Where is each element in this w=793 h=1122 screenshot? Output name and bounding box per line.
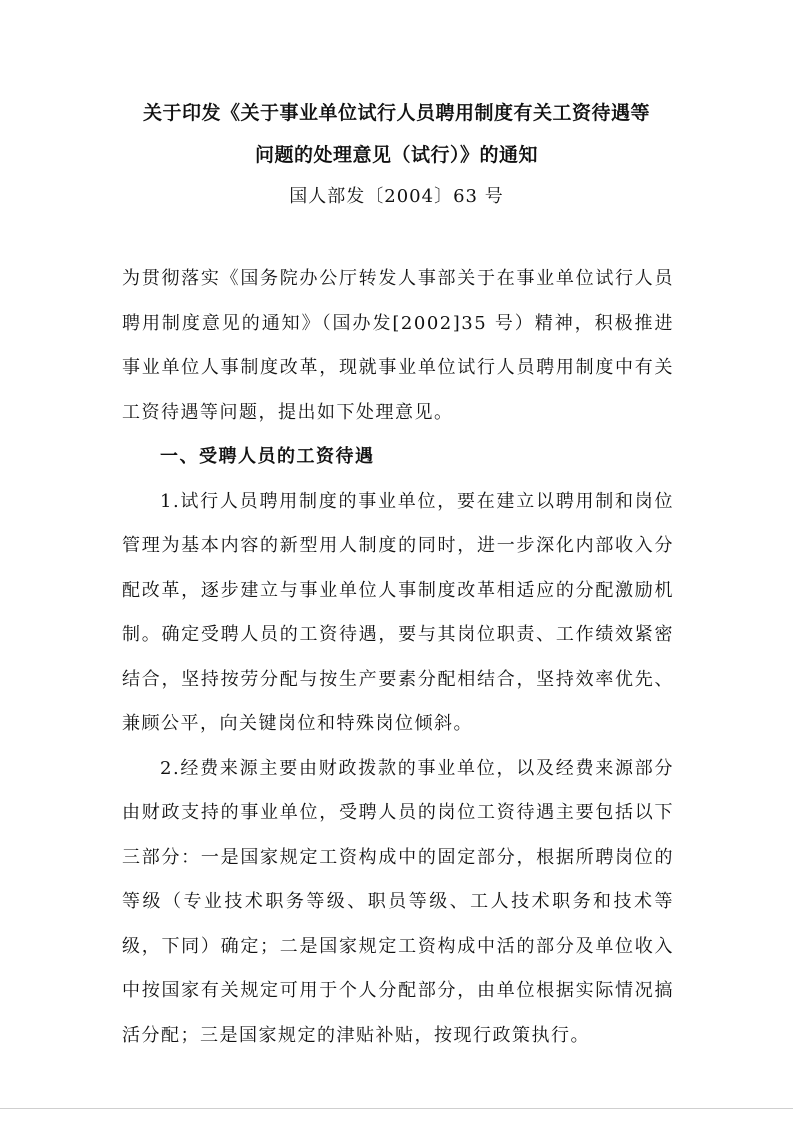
paragraph-2: 2.经费来源主要由财政拨款的事业单位，以及经费来源部分由财政支持的事业单位，受聘人员的岗位工资待遇主要包括以下三部分：一是国家规定工资构成中的固定部分，根据所聘岗位的等级（专业技术职务等级、职员等级、工人技术职务和技术等级，下同）确定；二是国家规定工资构成中活的部分及单位收入中按国家有关规定可用于个人分配部分，由单位根据实际情况搞活分配；三是国家规定的津贴补贴，按现行政策执行。: [122, 757, 674, 1046]
intro-paragraph: 为贯彻落实《国务院办公厅转发人事部关于在事业单位试行人员聘用制度意见的通知》（国办发[2002]35 号）精神，积极推进事业单位人事制度改革，现就事业单位试行人员聘用制度中有关工资待遇等问题，提出如下处理意见。: [122, 268, 674, 423]
paragraph-1: 1.试行人员聘用制度的事业单位，要在建立以聘用制和岗位管理为基本内容的新型用人制度的同时，进一步深化内部收入分配改革，逐步建立与事业单位人事制度改革相适应的分配激励机制。确定受聘人员的工资待遇，要与其岗位职责、工作绩效紧密结合，坚持按劳分配与按生产要素分配相结合，坚持效率优先、兼顾公平，向关键岗位和特殊岗位倾斜。: [122, 490, 674, 734]
document-body: [122, 257, 674, 1058]
document-number: 国人部发〔2004〕63 号: [289, 186, 504, 207]
document-title-line2: 问题的处理意见（试行）》的通知: [254, 144, 538, 166]
document-title-line1: 关于印发《关于事业单位试行人员聘用制度有关工资待遇等: [142, 102, 650, 124]
section-heading: 一、受聘人员的工资待遇: [160, 446, 375, 467]
page-bottom-divider: [0, 1108, 793, 1109]
